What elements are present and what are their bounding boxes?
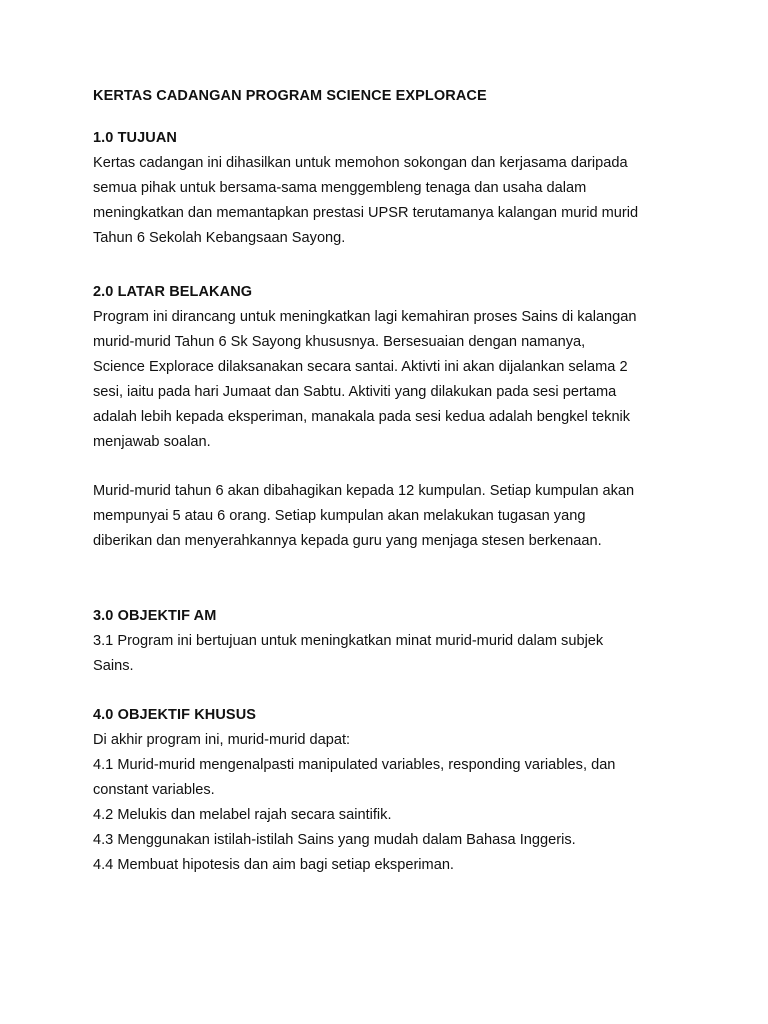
text-line: sesi, iaitu pada hari Jumaat dan Sabtu. Aktiviti yang dilakukan pada sesi pertama [93, 384, 617, 400]
section-heading: 3.0 OBJEKTIF AM [93, 608, 217, 624]
text-line: Murid-murid tahun 6 akan dibahagikan kepada 12 kumpulan. Setiap kumpulan akan [93, 483, 635, 499]
section-heading: 4.0 OBJEKTIF KHUSUS [93, 707, 257, 723]
text-line: mempunyai 5 atau 6 orang. Setiap kumpulan akan melakukan tugasan yang [93, 508, 586, 524]
section-objektif-am [93, 604, 683, 679]
text-line: diberikan dan menyerahkannya kepada guru yang menjaga stesen berkenaan. [93, 533, 602, 549]
spacer [93, 679, 683, 703]
section-latar-belakang [93, 280, 683, 554]
section-tujuan [93, 126, 683, 251]
text-line: Tahun 6 Sekolah Kebangsaan Sayong. [93, 230, 346, 246]
section-objektif-khusus [93, 703, 683, 878]
list-item: constant variables. [93, 782, 215, 798]
section-heading: 2.0 LATAR BELAKANG [93, 284, 253, 300]
list-item: 4.3 Menggunakan istilah-istilah Sains yang mudah dalam Bahasa Inggeris. [93, 832, 576, 848]
spacer [93, 251, 683, 280]
text-line: 3.1 Program ini bertujuan untuk meningkatkan minat murid-murid dalam subjek [93, 633, 604, 649]
spacer [93, 554, 683, 604]
text-line: menjawab soalan. [93, 434, 211, 450]
document-page [93, 84, 683, 878]
list-item: 4.4 Membuat hipotesis dan aim bagi setiap eksperiman. [93, 857, 454, 873]
document-title: KERTAS CADANGAN PROGRAM SCIENCE EXPLORACE [93, 88, 487, 104]
text-line: meningkatkan dan memantapkan prestasi UPSR terutamanya kalangan murid murid [93, 205, 639, 221]
section-heading: 1.0 TUJUAN [93, 130, 177, 146]
spacer [93, 455, 683, 479]
text-line: murid-murid Tahun 6 Sk Sayong khususnya. Bersesuaian dengan namanya, [93, 334, 586, 350]
text-line: Di akhir program ini, murid-murid dapat: [93, 732, 351, 748]
spacer [93, 109, 683, 126]
text-line: semua pihak untuk bersama-sama menggembleng tenaga dan usaha dalam [93, 180, 587, 196]
text-line: Kertas cadangan ini dihasilkan untuk memohon sokongan dan kerjasama daripada [93, 155, 628, 171]
text-line: Science Explorace dilaksanakan secara santai. Aktivti ini akan dijalankan selama 2 [93, 359, 628, 375]
paragraph [93, 479, 683, 554]
paragraph [93, 151, 683, 251]
paragraph [93, 728, 683, 878]
text-line: Program ini dirancang untuk meningkatkan lagi kemahiran proses Sains di kalangan [93, 309, 637, 325]
paragraph [93, 305, 683, 455]
paragraph [93, 629, 683, 679]
list-item: 4.1 Murid-murid mengenalpasti manipulated variables, responding variables, dan [93, 757, 616, 773]
text-line: adalah lebih kepada eksperiman, manakala pada sesi kedua adalah bengkel teknik [93, 409, 631, 425]
text-line: Sains. [93, 658, 134, 674]
list-item: 4.2 Melukis dan melabel rajah secara saintifik. [93, 807, 392, 823]
